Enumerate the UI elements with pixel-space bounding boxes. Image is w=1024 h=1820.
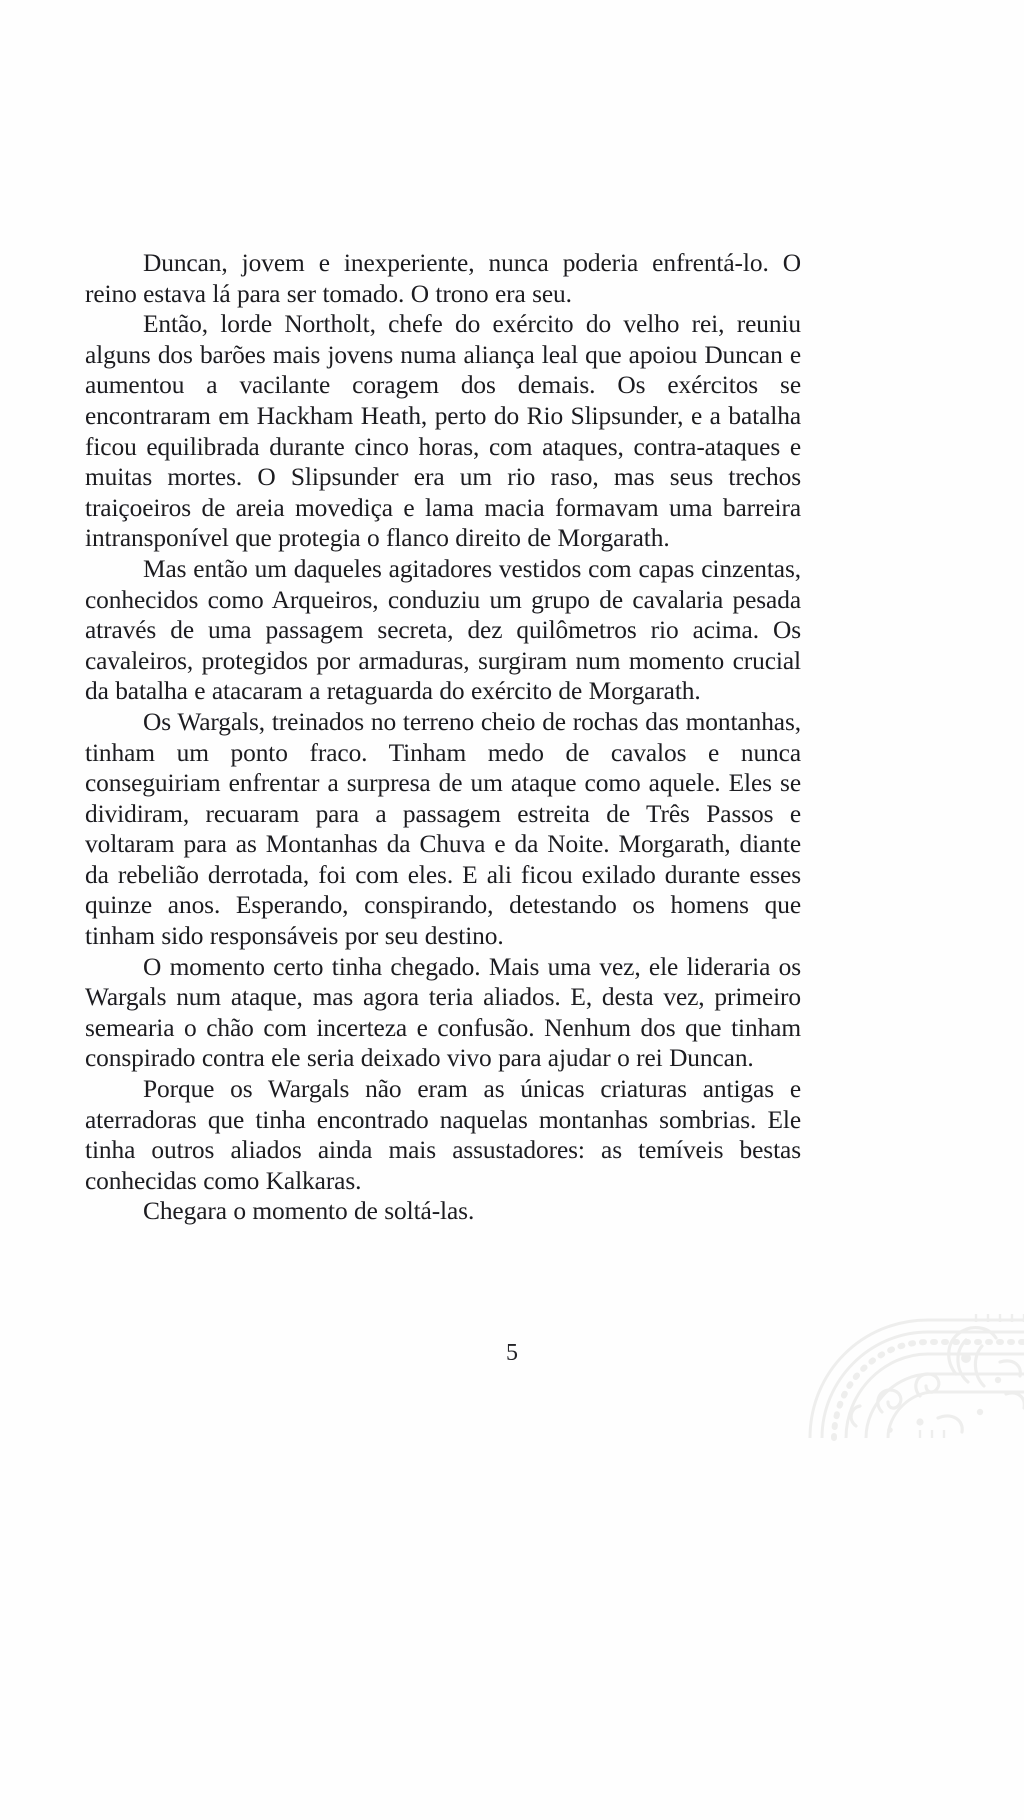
paragraph: O momento certo tinha chegado. Mais uma vez, ele lideraria os Wargals num ataque, mas agora teria aliados. E, desta vez, primeiro semearia o chão com incerteza e confusão. Nenhum dos que tinham conspirado contra ele seria deixado vivo para ajudar o rei Duncan.	[85, 952, 801, 1073]
page-number: 5	[506, 1340, 518, 1366]
paragraph: Então, lorde Northolt, chefe do exército do velho rei, reuniu alguns dos barões mais jovens numa aliança leal que apoiou Duncan e aumentou a vacilante coragem dos demais. Os exércitos se encontraram em Hackham Heath, perto do Rio Slipsunder, e a batalha ficou equilibrada durante cinco horas, com ataques, contra-ataques e muitas mortes. O Slipsunder era um rio raso, mas seus trechos traiçoeiros de areia movediça e lama macia formavam uma barreira intransponível que protegia o flanco direito de Morgarath.	[85, 310, 801, 553]
paragraph: Chegara o momento de soltá-las.	[143, 1197, 475, 1226]
paragraph: Os Wargals, treinados no terreno cheio de rochas das montanhas, tinham um ponto fraco. Tinham medo de cavalos e nunca conseguiriam enfrentar a surpresa de um ataque como aquele. Eles se dividiram, recuaram para a passagem estreita de Três Passos e voltaram para as Montanhas da Chuva e da Noite. Morgarath, diante da rebelião derrotada, foi com eles. E ali ficou exilado durante esses quinze anos. Esperando, conspirando, detestando os homens que tinham sido responsáveis por seu destino.	[85, 707, 801, 951]
paragraph: Duncan, jovem e inexperiente, nunca poderia enfrentá-lo. O reino estava lá para ser tomado. O trono era seu.	[85, 249, 801, 308]
paragraph: Porque os Wargals não eram as únicas criaturas antigas e aterradoras que tinha encontrado naquelas montanhas sombrias. Ele tinha outros aliados ainda mais assustadores: as temíveis bestas conhecidas como Kalkaras.	[85, 1075, 801, 1195]
body-text-column	[85, 248, 801, 1227]
paragraph: Mas então um daqueles agitadores vestidos com capas cinzentas, conhecidos como Arqueiros, conduziu um grupo de cavalaria pesada através de uma passagem secreta, dez quilômetros rio acima. Os cavaleiros, protegidos por armaduras, surgiram num momento crucial da batalha e atacaram a retaguarda do exército de Morgarath.	[85, 554, 801, 706]
